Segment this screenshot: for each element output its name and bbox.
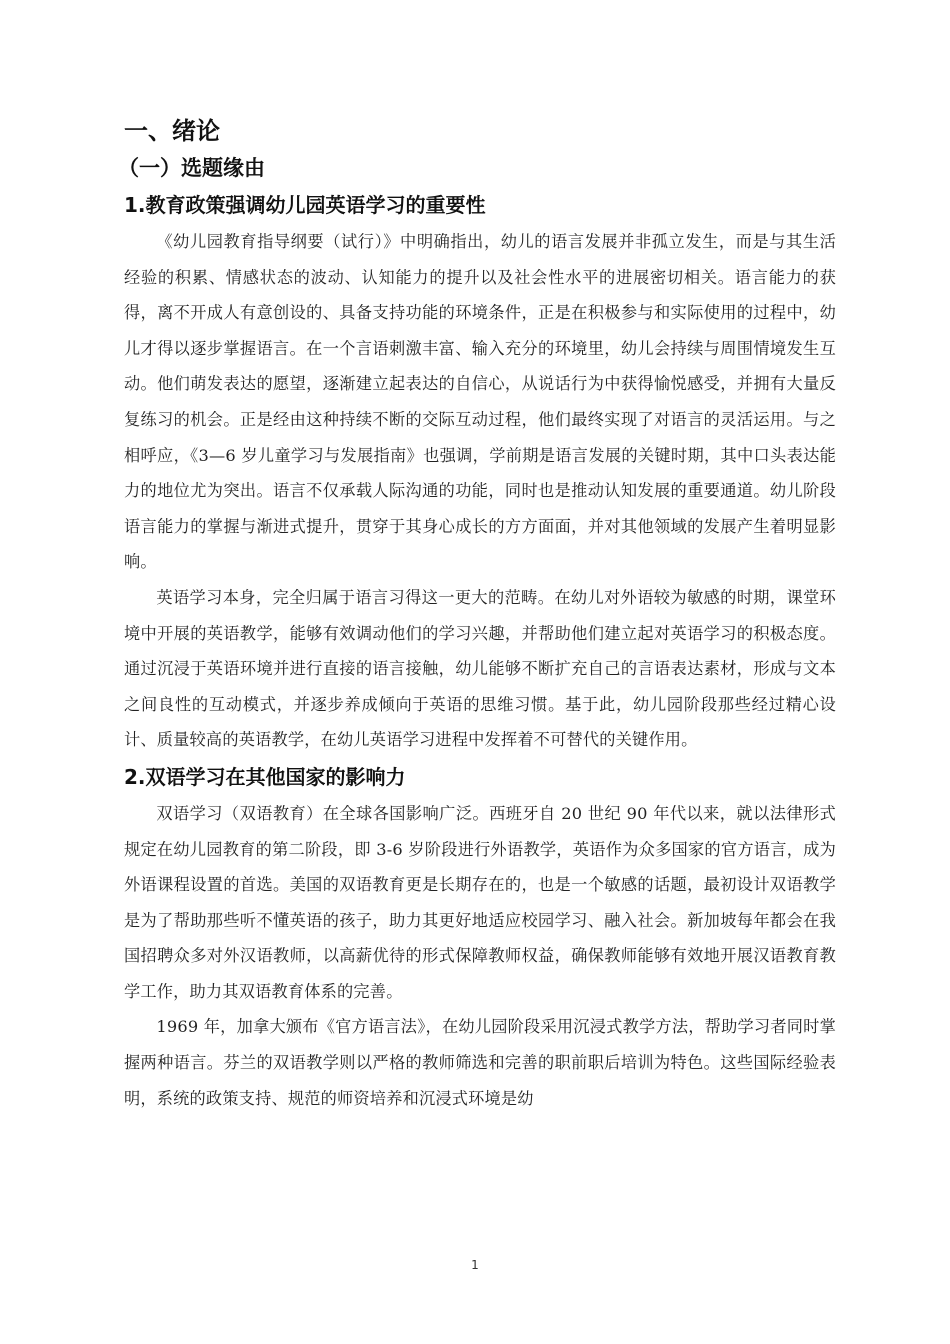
paragraph-bilingual-countries: 双语学习（双语教育）在全球各国影响广泛。西班牙自 20 世纪 90 年代以来，就以法律形式规定在幼儿园教育的第二阶段，即 3-6 岁阶段进行外语教学，英语作为众多国家的官方语言，成为外语课程设置的首选。美国的双语教育更是长期存在的，也是一个敏感的话题，最初设计双语教学是为了帮助那些听不懂英语的孩子，助力其更好地适应校园学习、融入社会。新加坡每年都会在我国招聘众多对外汉语教师，以高薪优待的形式保障教师权益，确保教师能够有效地开展汉语教育教学工作，助力其双语教育体系的完善。 <box>124 803 836 1001</box>
document-body <box>118 112 836 1116</box>
paragraph-policy-guidelines: 《幼儿园教育指导纲要（试行）》中明确指出，幼儿的语言发展并非孤立发生，而是与其生活经验的积累、情感状态的波动、认知能力的提升以及社会性水平的进展密切相关。语言能力的获得，离不开成人有意创设的、具备支持功能的环境条件，正是在积极参与和实际使用的过程中，幼儿才得以逐步掌握语言。在一个言语刺激丰富、输入充分的环境里，幼儿会持续与周围情境发生互动。他们萌发表达的愿望，逐渐建立起表达的自信心，从说话行为中获得愉悦感受，并拥有大量反复练习的机会。正是经由这种持续不断的交际互动过程，他们最终实现了对语言的灵活运用。与之相呼应，《3—6 岁儿童学习与发展指南》也强调，学前期是语言发展的关键时期，其中口头表达能力的地位尤为突出。语言不仅承载人际沟通的功能，同时也是推动认知发展的重要通道。幼儿阶段语言能力的掌握与渐进式提升，贯穿于其身心成长的方方面面，并对其他领域的发展产生着明显影响。 <box>124 232 836 572</box>
paragraph-english-learning: 英语学习本身，完全归属于语言习得这一更大的范畴。在幼儿对外语较为敏感的时期，课堂环境中开展的英语教学，能够有效调动他们的学习兴趣，并帮助他们建立起对英语学习的积极态度。通过沉浸于英语环境并进行直接的语言接触，幼儿能够不断扩充自己的言语表达素材，形成与文本之间良性的互动模式，并逐步养成倾向于英语的思维习惯。基于此，幼儿园阶段那些经过精心设计、质量较高的英语教学，在幼儿英语学习进程中发挥着不可替代的关键作用。 <box>124 587 836 750</box>
section-heading: （一）选题缘由 <box>118 156 265 180</box>
subsection-heading-bilingual: 2.双语学习在其他国家的影响力 <box>124 764 406 789</box>
paragraph-canada-finland: 1969 年，加拿大颁布《官方语言法》，在幼儿园阶段采用沉浸式教学方法，帮助学习者同时掌握两种语言。芬兰的双语教学则以严格的教师筛选和完善的职前职后培训为特色。这些国际经验表明，系统的政策支持、规范的师资培养和沉浸式环境是幼 <box>124 1017 836 1108</box>
chapter-heading: 一、绪论 <box>124 117 220 145</box>
page-number: 1 <box>471 1258 479 1272</box>
subsection-heading-policy: 1.教育政策强调幼儿园英语学习的重要性 <box>124 193 486 217</box>
